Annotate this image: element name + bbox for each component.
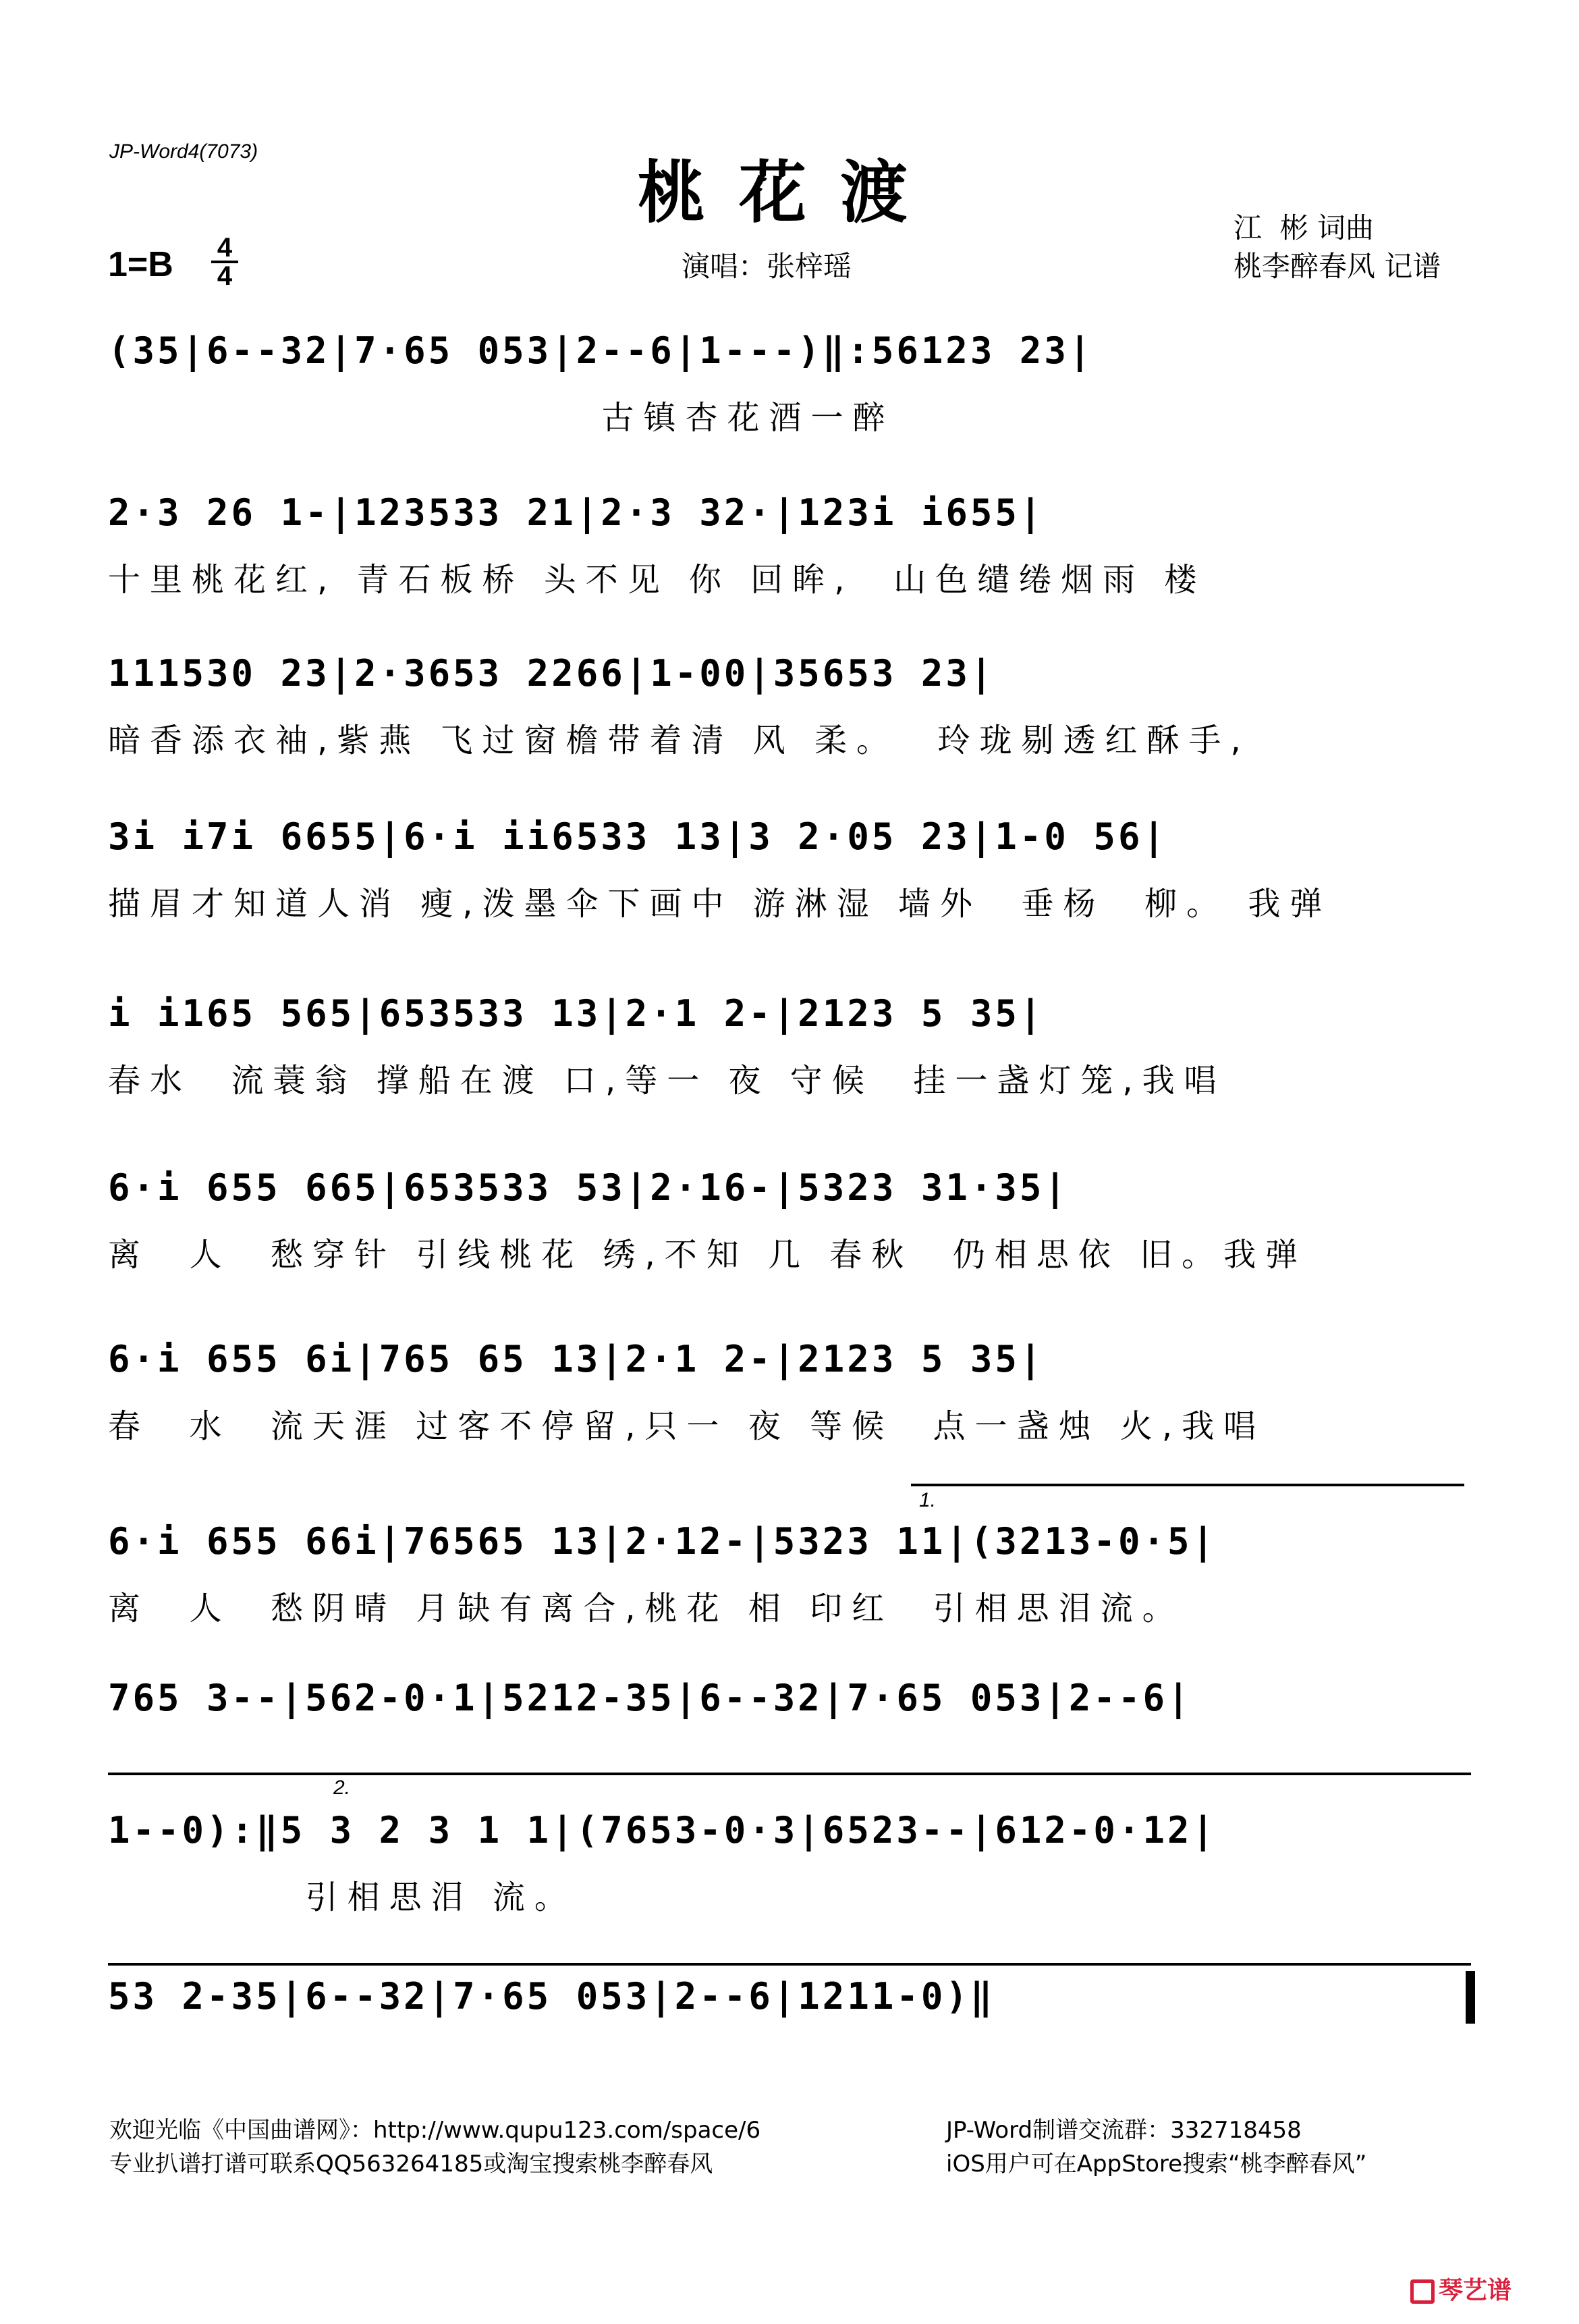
volta-2-bracket (108, 1773, 1471, 1775)
score-line-3 (108, 652, 1478, 759)
lyrics: 描眉才知道人消 瘦,泼墨伞下画中 游淋湿 墙外 垂杨 柳。 我弹 (108, 885, 1332, 923)
footer-group: JP-Word制谱交流群：332718458 (946, 2117, 1302, 2144)
coda-bracket (108, 1963, 1471, 1966)
lyrics: 离 人 愁穿针 引线桃花 绣,不知 几 春秋 仍相思依 旧。我弹 (108, 1236, 1308, 1274)
notes: 111530 23|2·3653 2266|1-00|35653 23| (108, 652, 995, 695)
lyrics: 离 人 愁阴晴 月缺有离合,桃花 相 印红 引相思泪流。 (108, 1590, 1184, 1627)
time-sig-bottom: 4 (217, 261, 233, 291)
score-line-1 (108, 329, 1478, 437)
lyrics: 春 水 流天涯 过客不停留,只一 夜 等候 点一盏烛 火,我唱 (108, 1407, 1266, 1445)
brand-logo (1410, 2271, 1512, 2306)
logo-text: 琴艺谱 (1439, 2277, 1512, 2304)
volta-2-label: 2. (333, 1777, 351, 1799)
notes: 765 3--|562-0·1|5212-35|6--32|7·65 053|2--6| (108, 1677, 1192, 1719)
notes: 6·i 655 6i|765 65 13|2·1 2-|2123 5 35| (108, 1338, 1045, 1380)
notes: i i165 565|653533 13|2·1 2-|2123 5 35| (108, 992, 1045, 1035)
score-line-8 (108, 1520, 1478, 1627)
volta-1-bracket (911, 1484, 1464, 1486)
lyrics: 春水 流蓑翁 撑船在渡 口,等一 夜 守候 挂一盏灯笼,我唱 (108, 1062, 1226, 1100)
notes: 6·i 655 66i|76565 13|2·12-|5323 11|(3213-0·5| (108, 1520, 1217, 1563)
time-signature (209, 235, 240, 289)
notes: 3i i7i 6655|6·i ii6533 13|3 2·05 23|1-0 56| (108, 815, 1167, 858)
final-barline (1466, 1971, 1475, 2024)
lyrics: 十里桃花红, 青石板桥 头不见 你 回眸, 山色缱绻烟雨 楼 (108, 561, 1207, 599)
composer-credit: 江 彬 词曲 (1234, 211, 1375, 244)
transcriber-credit: 桃李醉春风 记谱 (1234, 250, 1441, 283)
lyrics: 古镇杏花酒一醉 (108, 399, 895, 437)
score-line-6 (108, 1166, 1478, 1274)
key-signature: 1=B (108, 245, 173, 284)
lyrics: 引相思泪 流。 (108, 1879, 576, 1916)
notes: (35|6--32|7·65 053|2--6|1---)‖:56123 23| (108, 329, 1094, 372)
score-line-10 (108, 1809, 1478, 1916)
score-line-11 (108, 1975, 1478, 2070)
footer-ios: iOS用户可在AppStore搜索“桃李醉春风” (946, 2151, 1367, 2178)
footer-site: 欢迎光临《中国曲谱网》：http://www.qupu123.com/space/6 (109, 2117, 761, 2144)
footer-contact: 专业扒谱打谱可联系QQ563264185或淘宝搜索桃李醉春风 (109, 2151, 713, 2178)
song-title: 桃花渡 (638, 153, 941, 232)
notes: 1--0):‖5 3 2 3 1 1|(7653-0·3|6523--|612-0·12| (108, 1809, 1217, 1852)
volta-1-label: 1. (919, 1489, 937, 1511)
time-sig-top: 4 (217, 233, 233, 263)
notes: 2·3 26 1-|123533 21|2·3 32·|123i i655| (108, 491, 1045, 534)
score-line-4 (108, 815, 1478, 923)
score-line-9 (108, 1677, 1478, 1771)
singer: 演唱：张梓瑶 (682, 250, 852, 283)
score-line-5 (108, 992, 1478, 1100)
score-line-2 (108, 491, 1478, 599)
notes: 6·i 655 665|653533 53|2·16-|5323 31·35| (108, 1166, 1069, 1209)
lyrics: 暗香添衣袖,紫燕 飞过窗檐带着清 风 柔。 玲珑剔透红酥手, (108, 722, 1250, 759)
software-label: JP-Word4(7073) (109, 140, 258, 163)
notes: 53 2-35|6--32|7·65 053|2--6|1211-0)‖ (108, 1975, 995, 2018)
logo-icon (1410, 2279, 1435, 2304)
score-line-7 (108, 1338, 1478, 1445)
